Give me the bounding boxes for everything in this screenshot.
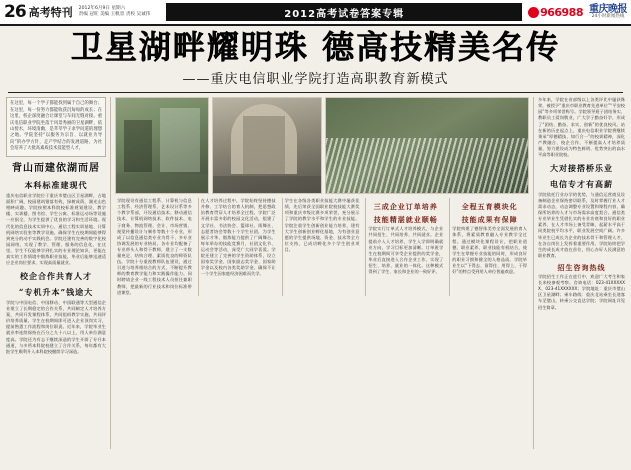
middle-text-columns xyxy=(115,198,529,296)
mid-col-e xyxy=(449,198,529,296)
mid-body-a: 学院现设有通信工程系、计算机与信息工程系、经济管理系、艺术设计系等多个教学系部，开设通信技术、移动通信技术、计算机网络技术、软件技术、电子商务、物流管理、会计、市场营销、视觉传播设计与制作等数十个专业，形成了以信息通信类专业为骨干、多专业协调发展的专业格局。各专业均配备了专业带头人和骨干教师，建立了一支数量充足、结构合理、素质优良的师资队伍。学院十分重视教师队伍建设，通过引进与培养相结合的方式，不断提升教师的教育教学能力和实践操作能力。同时聘请企业一线工程技术人员担任兼职教师，把最新的行业技术和岗位标准带进课堂。 xyxy=(117,198,192,295)
left-column xyxy=(6,97,110,449)
mid-col-d xyxy=(365,198,445,296)
left-section-1-title: 背山而建依湖而居 xyxy=(12,162,100,174)
mid-section-3-title: 三成企业订单培养 xyxy=(373,202,438,212)
lead-paragraph: 在这里，每一个学子都能找到属于自己的舞台；在这里，每一份努力都能收获沉甸甸的成长；在这里，校企深度融合让课堂与车间无缝对接。重庆电信职业学院坐落于风景秀丽的卫星湖畔，依山傍水，环境清幽，是莘莘学子求学问道的理想之地。学院坚持“以服务为宗旨、以就业为导向”的办学方针，走产学结合的发展道路，为社会培养了大批高素质技术技能型人才。 xyxy=(6,97,106,157)
hotline-logo-dot xyxy=(528,7,539,18)
special-banner: 2012高考试卷答案专辑 xyxy=(166,3,522,21)
mid-body-e: 学院构建了德智体美劳全面发展的育人体系，将素质教育融入专业教学全过程。通过模块化课程设计，把职业道德、职业素养、职业技能有机结合，使学生在掌握专业技能的同时，形成良好的职业习惯和健全的人格品质。学院毕业生以“下得去、留得住、用得上、干得好”的特点受到用人单位普遍欢迎。 xyxy=(452,226,527,275)
newspaper-logo-name: 重庆晚报 xyxy=(589,4,627,16)
contact-title: 招生咨询热线 xyxy=(557,262,606,272)
photo-shape xyxy=(160,108,200,172)
photo-shape xyxy=(116,174,208,193)
left-section-2-title: 校企合作共育人才 xyxy=(20,271,92,282)
article-body xyxy=(0,97,631,449)
main-headline: 卫星湖畔耀明珠 德高技精美名传 xyxy=(70,28,561,66)
mid-body-d: 学院实行订单式人才培养模式，与企业共同招生、共同培养、共同就业。企业提前介入人才培养，学生入学即明确就业方向，学习目标更加清晰。订单班学生在校期间可享受企业提供的奖学金，毕业后直接进入合作企业工作，实现了招生、培养、就业的一体化。这种模式得到了学生、家长和企业的一致好评。 xyxy=(368,226,444,275)
middle-column xyxy=(110,97,533,449)
masthead xyxy=(0,0,631,26)
right-body-b: 学院依托行业办学的优势，与通信运营商及设备制造企业保持密切联系，及时掌握行业人才需求动态，动态调整专业设置和课程内容，确保所培养的人才与市场需求高度契合。通信类专业毕业生凭借扎实的专业功底和良好的职业素养，在人才市场上备受青睐，起薪水平高于同类院校平均水平，职业发展空间广阔。许多毕业生已成长为企业的技术骨干和管理人才，在各自岗位上发挥着重要作用。学院始终把学生的成长成才放在首位，用心办好人民满意的职业教育。 xyxy=(538,191,625,258)
newspaper-logo xyxy=(589,4,627,20)
right-column xyxy=(533,97,625,449)
left-body-2: 学院与中国电信、中国移动、中国联通等大型通信企业建立了长期稳定的合作关系，共同制定人才培养方案，共同开发课程体系，共同组织教学实施，共同评价培养质量。学生在校期间即可进入企业顶岗实习，提前熟悉工作流程和岗位职责。近年来，学院毕业生就业率连续保持在百分之九十八以上，用人单位满意度高。学院还为有志于继续深造的学生开辟了专升本通道，与多所本科院校建立了合作关系，每年都有大批学生顺利升入本科院校继续学习深造。 xyxy=(6,299,106,354)
library-building-photo xyxy=(212,97,322,194)
masthead-credits: 责编 冠旺 美编 王帆容 责校 吴诚伟 xyxy=(78,12,151,17)
left-section-2-subtitle: “专机升本”钱途大 xyxy=(18,286,94,297)
photo-shape xyxy=(326,138,528,193)
mid-section-3-subtitle: 技能精湛就业顺畅 xyxy=(373,215,438,225)
headline-divider xyxy=(8,92,623,93)
mid-body-c: 学生在各级各类职业技能大赛中屡获佳绩，先后荣获全国职业院校技能大赛奖项和重庆市级比赛多项荣誉，充分展示了学院的教学水平和学生的专业技能。学院注重学生创新创业能力培养，建有大学生创新创业孵化基地，为有创业意愿的学生提供场地、资金、技术等全方位支持，已成功孵化多个学生创业项目。 xyxy=(284,198,360,252)
photo-shape xyxy=(213,176,321,193)
left-body-1: 重庆电信职业学院位于重庆市璧山区卫星湖畔，占地面积广阔，校园建筑错落有致，绿树成荫，湖光山色相映成趣。学院按照本科院校标准规划建设，教学楼、实训楼、图书馆、学生公寓、标准运动场等设施一应俱全，为学生提供了优良的学习和生活环境。现代化的信息技术实训中心、通信工程实训基地、计算机网络实验室等教学设施，确保学生在校期间能够得到充分的动手实践机会。学院还建有完善的数字化校园网络，实现了教学、管理、服务的信息化。在这里，学生不仅能够学到扎实的专业理论知识，更能在真实的工作情境中锻炼职业技能，毕业后能够迅速适应企业岗位要求，实现高质量就业。 xyxy=(6,193,106,266)
mid-section-4-title: 全程五育模块化 xyxy=(461,202,518,212)
right-body-a: 多年来，学院在省部级以上各类评比中屡获殊荣，被授予“重庆市职业教育先进单位”“平安校园”等多项荣誉称号。学院领导班子团结务实，教职员工爱岗敬业，广大学子勤奋好学，形成了“团结、勤奋、求实、创新”的优良校风。站在新的历史起点上，重庆电信职业学院将继续秉承“厚德精技、知行合一”的校训精神，深化产教融合、校企合作，不断提高人才培养质量，努力建设成为特色鲜明、优势突出的高水平高等职业院校。 xyxy=(538,97,625,158)
photo-shape xyxy=(243,116,285,174)
mid-body-b: 在人才培养过程中，学院始终坚持德技并修、工学结合的育人机制，把思想政治教育贯穿人才培养全过程。学院广泛开展丰富多彩的校园文化活动，组建了文学社、书法协会、篮球社、街舞社、志愿者协会等数十个学生社团，为学生展示才华、锻炼能力提供了广阔舞台。每年举办的技能竞赛月、社团文化节、运动会等活动，深受广大同学喜爱。学院还建立了完善的学生资助体系，设立国家奖学金、国家励志奖学金、国家助学金以及校内各类奖助学金，确保不让一个学生因家庭经济困难而失学。 xyxy=(200,198,276,277)
newspaper-logo-sub: 24小时新闻热线 xyxy=(591,14,625,20)
masthead-date: 2012年6月9日 星期六 xyxy=(78,5,126,11)
mid-section-4-subtitle: 技能成果有保障 xyxy=(461,215,518,225)
hotline-logo xyxy=(528,6,583,19)
mid-col-c xyxy=(282,198,362,296)
sub-headline: ——重庆电信职业学院打造高职教育新模式 xyxy=(182,72,449,88)
hotline-logo-text: 966988 xyxy=(540,5,583,19)
right-section-1-subtitle: 电信专才有高薪 xyxy=(550,178,613,189)
photo-shape xyxy=(326,98,528,138)
contact-body: 学院招生工作正在进行中，欢迎广大考生和家长来校参观考察。咨询电话：023-41XXXXXX、023-41XXXXXX；学院地址：重庆市璧山区卫星湖畔；乘车路线：重庆北站乘坐长途客车至璧山，转乘公交直达学院；学院网址详见招生简章。 xyxy=(538,274,625,310)
page-number: 26 xyxy=(4,1,26,22)
photo-row xyxy=(115,97,529,194)
student-assembly-photo xyxy=(325,97,529,194)
headline-block xyxy=(0,26,631,89)
mid-col-a xyxy=(115,198,194,296)
right-section-1-title: 大对接搭桥乐业 xyxy=(550,163,613,174)
section-title: 高考特刊 xyxy=(28,6,73,19)
photo-shape xyxy=(124,120,152,172)
left-section-1-subtitle: 本科标准建现代 xyxy=(24,179,88,190)
mid-col-b xyxy=(198,198,278,296)
campus-gate-photo xyxy=(115,97,209,194)
